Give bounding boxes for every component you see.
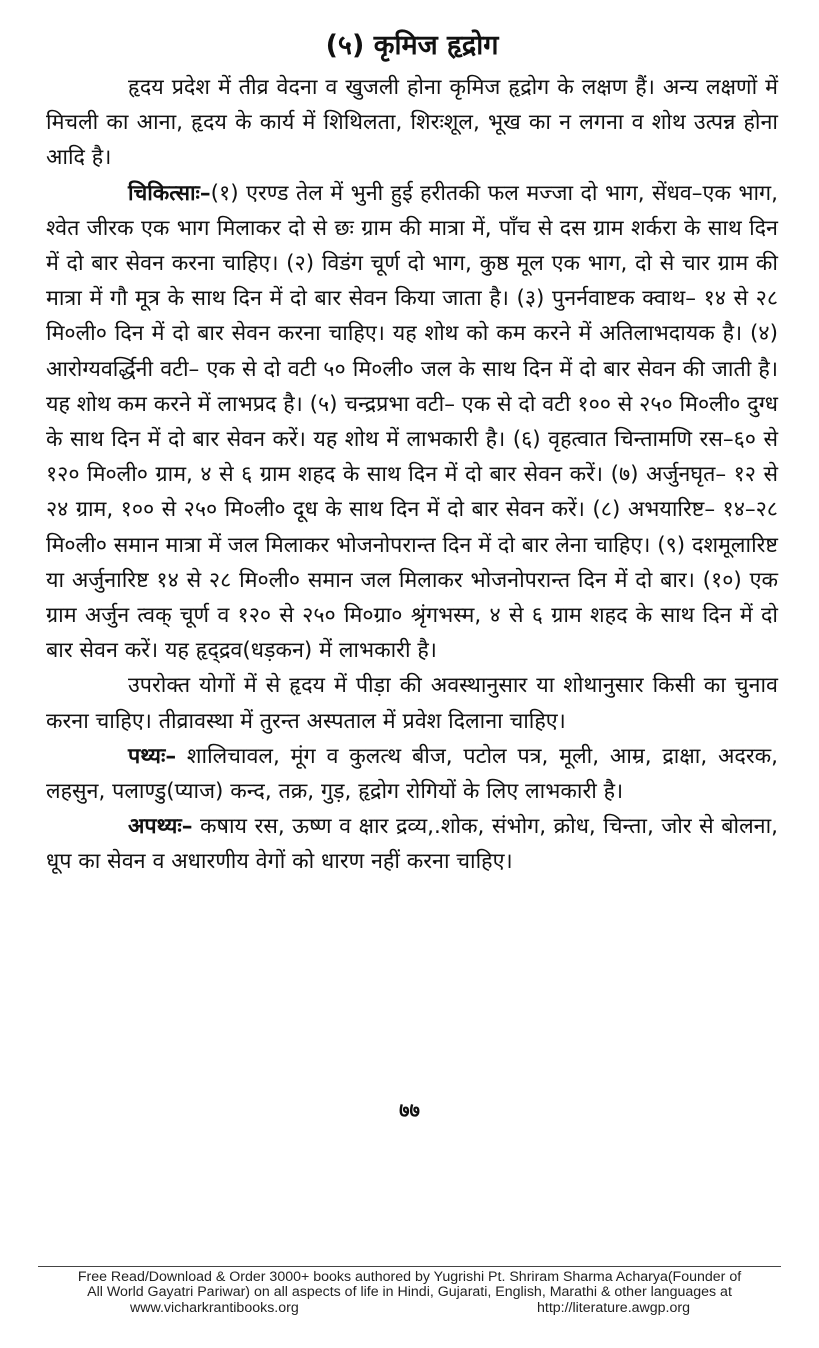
footer-divider (38, 1266, 781, 1267)
page-title: (५) कृमिज हृद्रोग (325, 30, 499, 61)
treatment-label: चिकित्साः– (128, 180, 211, 206)
footer-text (0, 1270, 819, 1300)
treatment-paragraph (46, 176, 778, 669)
apathya-text: कषाय रस, ऊष्ण व क्षार द्रव्य,.शोक, संभोग, क्रोध, चिन्ता, जोर से बोलना, धूप का सेवन व अधारणीय वेगों को धारण नहीं करना चाहिए। (46, 814, 778, 875)
intro-paragraph: हृदय प्रदेश में तीव्र वेदना व खुजली होना कृमिज हृद्रोग के लक्षण हैं। अन्य लक्षणों में मिचली का आना, हृदय के कार्य में शिथिलता, शिरःशूल, भूख का न लगना व शोथ उत्पन्न होना आदि है। (46, 75, 778, 171)
footer-link-awgp[interactable]: http://literature.awgp.org (537, 1300, 690, 1316)
page-content (46, 26, 778, 880)
footer-link-vicharkranti[interactable]: www.vicharkrantibooks.org (130, 1300, 299, 1316)
apathya-label: अपथ्यः– (128, 814, 193, 840)
page-number: ७७ (399, 1098, 420, 1122)
footer-line-2: All World Gayatri Pariwar) on all aspects of life in Hindi, Gujarati, English, Marathi & other languages at (87, 1284, 732, 1300)
pathya-text: शालिचावल, मूंग व कुलत्थ बीज, पटोल पत्र, मूली, आम्र, द्राक्षा, अदरक, लहसुन, पलाण्डु(प्याज) कन्द, तक्र, गुड़, हृद्रोग रोगियों के लिए लाभकारी है। (46, 743, 778, 805)
pathya-label: पथ्यः– (128, 743, 177, 769)
apathya-paragraph (46, 809, 778, 879)
treatment-text: (१) एरण्ड तेल में भुनी हुई हरीतकी फल मज्जा दो भाग, सेंधव–एक भाग, श्वेत जीरक एक भाग मिलाकर दो से छः ग्राम की मात्रा में, पाँच से दस ग्राम शर्करा के साथ दिन में दो बार सेवन करना चाहिए। (२) विडंग चूर्ण दो भाग, कुष्ठ मूल एक भाग, दो से चार ग्राम की मात्रा में गौ मूत्र के साथ दिन में दो बार सेवन किया जाता है। (३) पुनर्नवाष्टक क्वाथ– १४ से २८ मि०ली० दिन में दो बार सेवन करना चाहिए। यह शोथ को कम करने में अतिलाभदायक है। (४) आरोग्यवर्द्धिनी वटी– एक से दो वटी ५० मि०ली० जल के साथ दिन में दो बार सेवन की जाती है। यह शोथ कम करने में लाभप्रद है। (५) चन्द्रप्रभा वटी– एक से दो वटी १०० से २५० मि०ली० दुग्ध के साथ दिन में दो बार सेवन करें। यह शोथ में लाभकारी है। (६) वृहत्वात चिन्तामणि रस–६० से १२० मि०ली० ग्राम, ४ से ६ ग्राम शहद के साथ दिन में दो बार सेवन करें। (७) अर्जुनघृत– १२ से २४ ग्राम, १०० से २५० मि०ली० दूध के साथ दिन में दो बार सेवन करें। (८) अभयारिष्ट– १४–२८ मि०ली० समान मात्रा में जल मिलाकर भोजनोपरान्त दिन में दो बार लेना चाहिए। (९) दशमूलारिष्ट या अर्जुनारिष्ट १४ से २८ मि०ली० समान जल मिलाकर भोजनोपरान्त दिन में दो बार। (१०) एक ग्राम अर्जुन त्वक् चूर्ण व १२० से २५० मि०ग्रा० श्रृंगभस्म, ४ से ६ ग्राम शहद के साथ दिन में दो बार सेवन करें। यह हृद्द्रव(धड़कन) में लाभकारी है। (46, 180, 778, 664)
pathya-paragraph (46, 739, 778, 809)
selection-paragraph: उपरोक्त योगों में से हृदय में पीड़ा की अवस्थानुसार या शोथानुसार किसी का चुनाव करना चाहिए। तीव्रावस्था में तुरन्त अस्पताल में प्रवेश दिलाना चाहिए। (46, 673, 778, 734)
footer-line-1: Free Read/Download & Order 3000+ books authored by Yugrishi Pt. Shriram Sharma Acharya(Founder of (77, 1269, 742, 1285)
